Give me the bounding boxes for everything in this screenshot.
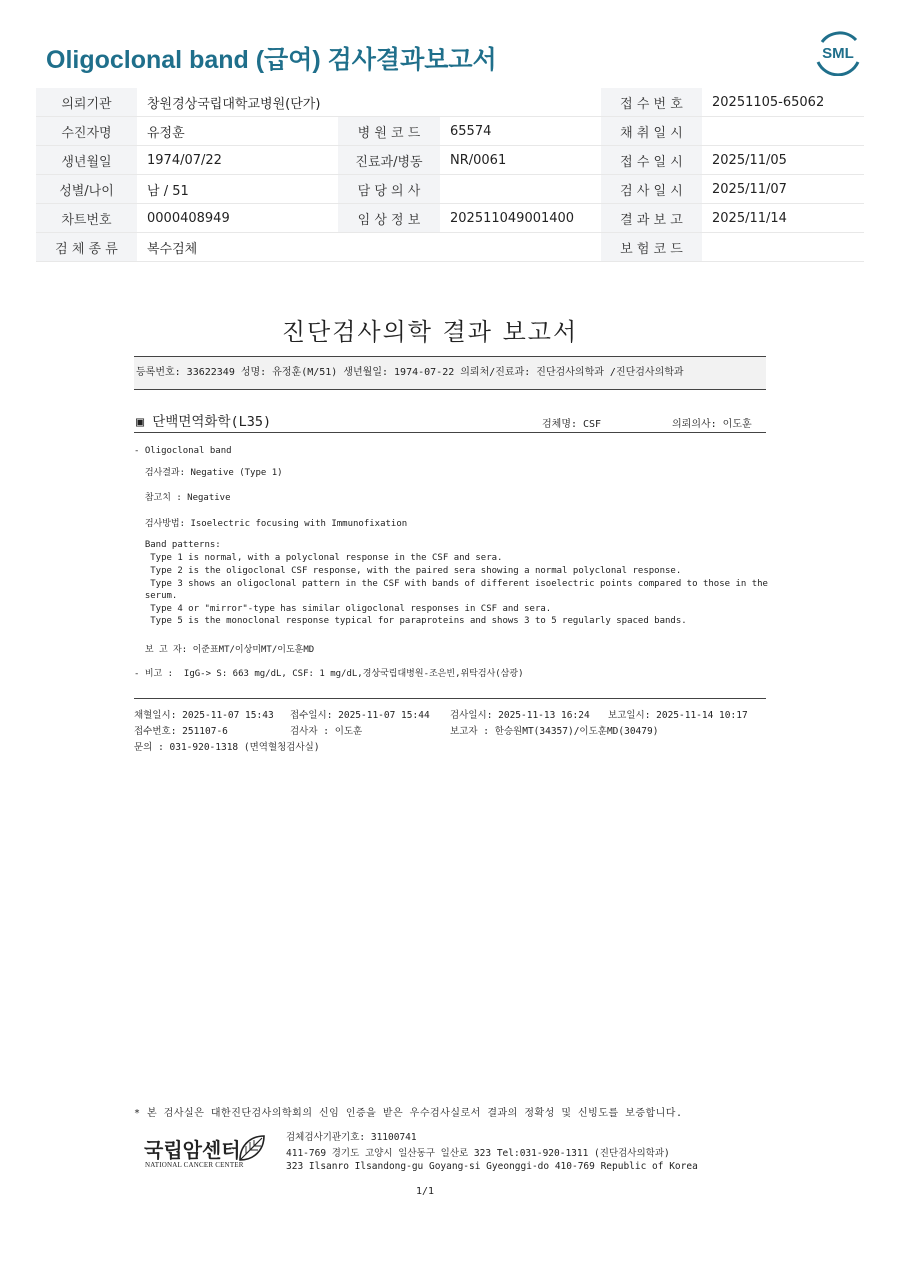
tester: 검사자 : 이도훈 (290, 726, 363, 737)
institution-code: 검체검사기관기호: 31100741 (286, 1132, 417, 1143)
info-label (338, 233, 440, 262)
result-line: serum. (134, 591, 178, 601)
info-value: 2025/11/07 (702, 175, 864, 204)
result-line: 보 고 자: 이준표MT/이상미MT/이도훈MD (134, 645, 315, 655)
address-korean: 411-769 경기도 고양시 일산동구 일산로 323 Tel:031-920-1311 (진단검사의학과) (286, 1148, 670, 1159)
result-line: Band patterns: (134, 540, 221, 550)
info-row (36, 175, 864, 204)
patient-bar (134, 356, 766, 390)
info-label: 보 험 코 드 (601, 233, 702, 262)
report-title: 진단검사의학 결과 보고서 (281, 318, 579, 346)
receipt-time: 접수일시: 2025-11-07 15:44 (290, 710, 430, 721)
leaf-logo-icon (236, 1132, 268, 1164)
info-label: 접 수 번 호 (601, 88, 702, 117)
info-row (36, 204, 864, 233)
info-label (338, 88, 440, 117)
info-label: 진료과/병동 (338, 146, 440, 175)
info-value: 유정훈 (137, 117, 338, 146)
info-label: 검 사 일 시 (601, 175, 702, 204)
center-name: 국립암센터 (144, 1138, 241, 1162)
result-line: 검사방법: Isoelectric focusing with Immunofixation (134, 519, 408, 529)
center-name-en: NATIONAL CANCER CENTER (145, 1161, 244, 1169)
result-line: 참고치 : Negative (134, 493, 231, 503)
info-label: 의뢰기관 (36, 88, 137, 117)
info-value (702, 117, 864, 146)
report-title-header: Oligoclonal band (급여) 검사결과보고서 (46, 46, 497, 74)
info-label: 채 취 일 시 (601, 117, 702, 146)
info-value: 65574 (440, 117, 601, 146)
info-row (36, 233, 864, 262)
info-label: 차트번호 (36, 204, 137, 233)
info-label: 검 체 종 류 (36, 233, 137, 262)
result-line: Type 3 shows an oligoclonal pattern in the CSF with bands of different isoelectric points compared to those in the (134, 579, 768, 589)
result-body (134, 440, 774, 690)
result-line: Type 5 is the monoclonal response typical for paraproteins and shows 3 to 5 regularly spaced bands. (134, 616, 687, 626)
receipt-number: 접수번호: 251107-6 (134, 726, 228, 737)
collection-time: 채혈일시: 2025-11-07 15:43 (134, 710, 274, 721)
address-english: 323 Ilsanro Ilsandong-gu Goyang-si Gyeonggi-do 410-769 Republic of Korea (286, 1161, 698, 1172)
info-label: 성별/나이 (36, 175, 137, 204)
section-name: ▣ 단백면역화학(L35) (136, 414, 272, 430)
info-label: 임 상 정 보 (338, 204, 440, 233)
result-line: 검사결과: Negative (Type 1) (134, 468, 283, 478)
info-value: 2025/11/14 (702, 204, 864, 233)
info-value (702, 233, 864, 262)
result-line: - 비고 : IgG-> S: 663 mg/dL, CSF: 1 mg/dL,경상국립대병원-조은빈,위탁검사(삼광) (134, 669, 524, 679)
certification-note: * 본 검사실은 대한진단검사의학회의 신임 인증을 받은 우수검사실로서 결과의 정확성 및 신빙도를 보증합니다. (134, 1108, 683, 1119)
reporter: 보고자 : 한승원MT(34357)/이도훈MD(30479) (450, 726, 659, 737)
info-value (440, 233, 601, 262)
info-value: 1974/07/22 (137, 146, 338, 175)
info-value: 0000408949 (137, 204, 338, 233)
report-time: 보고일시: 2025-11-14 10:17 (608, 710, 748, 721)
result-line: - Oligoclonal band (134, 446, 232, 456)
patient-info-table (36, 88, 864, 262)
info-label: 접 수 일 시 (601, 146, 702, 175)
info-row (36, 88, 864, 117)
specimen-label: 검체명: CSF (542, 419, 602, 430)
info-value: 202511049001400 (440, 204, 601, 233)
patient-bar-text: 등록번호: 33622349 성명: 유정훈(M/51) 생년월일: 1974-07-22 의뢰처/진료과: 진단검사의학과 /진단검사의학과 (136, 367, 684, 378)
result-line: Type 4 or "mirror"-type has similar oligoclonal responses in CSF and sera. (134, 604, 552, 614)
result-line: Type 2 is the oligoclonal CSF response, with the paired sera showing a normal polyclonal response. (134, 566, 682, 576)
info-row (36, 117, 864, 146)
info-value (440, 175, 601, 204)
info-value (440, 88, 601, 117)
info-label: 병 원 코 드 (338, 117, 440, 146)
info-label: 담 당 의 사 (338, 175, 440, 204)
info-value: 복수검체 (137, 233, 338, 262)
page-number: 1/1 (415, 1186, 435, 1197)
info-label: 수진자명 (36, 117, 137, 146)
test-time: 검사일시: 2025-11-13 16:24 (450, 710, 590, 721)
info-label: 생년월일 (36, 146, 137, 175)
section-header (134, 408, 766, 433)
result-line: Type 1 is normal, with a polyclonal response in the CSF and sera. (134, 553, 503, 563)
ordering-doctor: 의뢰의사: 이도훈 (672, 419, 752, 430)
info-value: 남 / 51 (137, 175, 338, 204)
info-value: 20251105-65062 (702, 88, 864, 117)
info-value: 2025/11/05 (702, 146, 864, 175)
info-value: 창원경상국립대학교병원(단가) (137, 88, 338, 117)
info-value: NR/0061 (440, 146, 601, 175)
sml-logo-icon (812, 28, 864, 76)
info-label: 결 과 보 고 (601, 204, 702, 233)
svg-text:SML: SML (822, 45, 854, 62)
report-footer (134, 698, 766, 757)
inquiry: 문의 : 031-920-1318 (면역혈청검사실) (134, 742, 320, 753)
info-row (36, 146, 864, 175)
